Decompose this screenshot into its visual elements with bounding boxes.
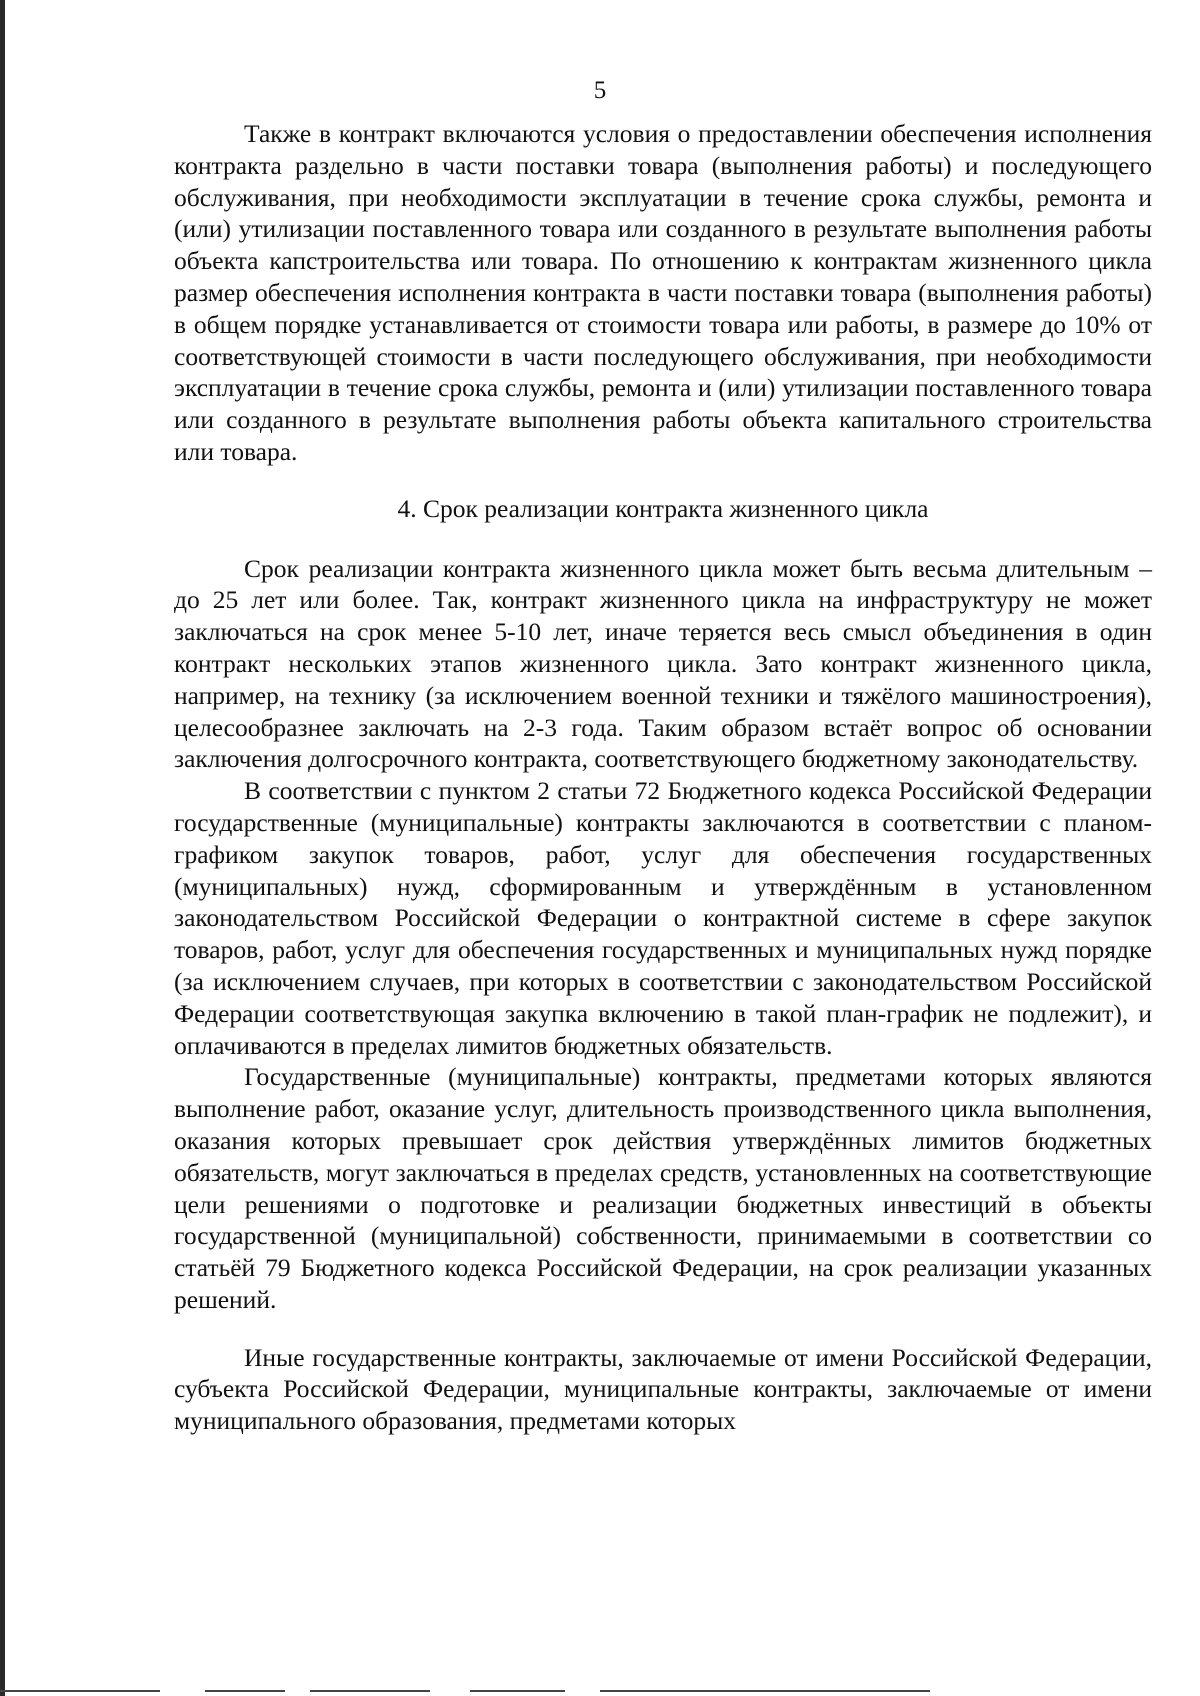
page-number: 5 [593,77,607,104]
paragraph-contract-term: Срок реализации контракта жизненного цикла может быть весьма длительным – до 25 лет или более. Так, контракт жизненного цикла на инфраструктуру не может заключаться на срок менее 5-10 лет, иначе теряется весь смысл объединения в один контракт нескольких этапов жизненного цикла. Зато контракт жизненного цикла, например, на технику (за исключением военной техники и тяжёлого машиностроения), целесообразнее заключать на 2-3 года. Таким образом встаёт вопрос об основании заключения долгосрочного контракта, соответствующего бюджетному законодательству. [174,553,1152,774]
scan-left-edge [0,0,5,1696]
document-body [174,118,1152,1437]
paragraph-budget-code-article-72: В соответствии с пунктом 2 статьи 72 Бюджетного кодекса Российской Федерации государственные (муниципальные) контракты заключаются в соответствии с планом-графиком закупок товаров, работ, услуг для обеспечения государственных (муниципальных) нужд, сформированным и утверждённым в установленном законодательством Российской Федерации о контрактной системе в сфере закупок товаров, работ, услуг для обеспечения государственных и муниципальных нужд порядке (за исключением случаев, при которых в соответствии с законодательством Российской Федерации соответствующая закупка включению в такой план-график не подлежит), и оплачиваются в пределах лимитов бюджетных обязательств. [174,776,1152,1060]
paragraph-security-conditions: Также в контракт включаются условия о предоставлении обеспечения исполнения контракта раздельно в части поставки товара (выполнения работы) и последующего обслуживания, при необходимости эксплуатации в течение срока службы, ремонта и (или) утилизации поставленного товара или созданного в результате выполнения работы объекта капстроительства или товара. По отношению к контрактам жизненного цикла размер обеспечения исполнения контракта в части поставки товара (выполнения работы) в общем порядке устанавливается от стоимости товара или работы, в размере до 10% от соответствующей стоимости в части последующего обслуживания, при необходимости эксплуатации в течение срока службы, ремонта и (или) утилизации поставленного товара или созданного в результате выполнения работы объекта капитального строительства или товара. [174,119,1152,466]
paragraph-other-contracts: Иные государственные контракты, заключаемые от имени Российской Федерации, субъекта Российской Федерации, муниципальные контракты, заключаемые от имени муниципального образования, предметами которых [174,1342,1152,1436]
section-heading: 4. Срок реализации контракта жизненного цикла [397,493,929,523]
paragraph-long-production-cycle: Государственные (муниципальные) контракты, предметами которых являются выполнение работ, оказание услуг, длительность производственного цикла выполнения, оказания которых превышает срок действия утверждённых лимитов бюджетных обязательств, могут заключаться в пределах средств, установленных на соответствующие цели решениями о подготовке и реализации бюджетных инвестиций в объекты государственной (муниципальной) собственности, принимаемыми в соответствии со статьёй 79 Бюджетного кодекса Российской Федерации, на срок реализации указанных решений. [174,1062,1152,1314]
scan-bottom-edge [0,1688,1200,1696]
